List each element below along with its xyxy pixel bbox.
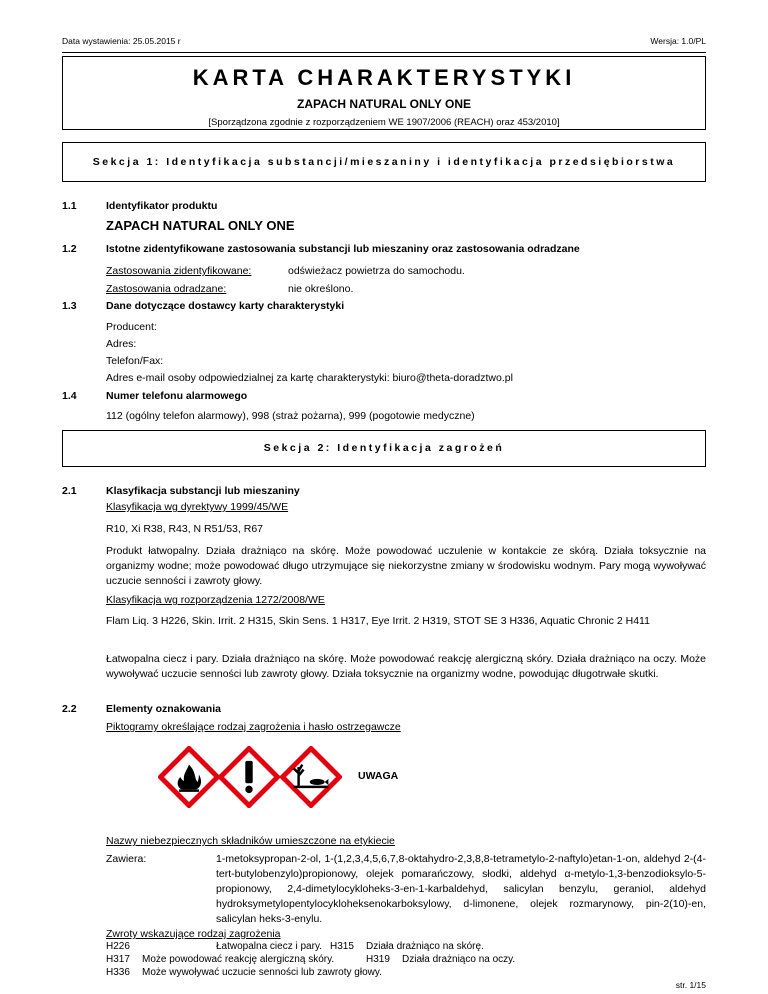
identified-uses-value: odświeżacz powietrza do samochodu. <box>288 265 465 277</box>
emergency-numbers: 112 (ogólny telefon alarmowy), 998 (straż pożarna), 999 (pogotowie medyczne) <box>106 410 475 422</box>
regulation-classification-label: Klasyfikacja wg rozporządzenia 1272/2008/WE <box>106 594 325 606</box>
page-number: str. 1/15 <box>675 980 706 990</box>
advised-uses-value: nie określono. <box>288 283 354 295</box>
section-1-1-product: ZAPACH NATURAL ONLY ONE <box>106 218 295 233</box>
hazard-text: Może powodować reakcję alergiczną skóry. <box>142 954 335 965</box>
header-divider <box>62 52 706 53</box>
email-line: Adres e-mail osoby odpowiedzialnej za kartę charakterystyki: biuro@theta-doradztwo.pl <box>106 372 513 384</box>
title-box <box>62 56 706 130</box>
address-label: Adres: <box>106 338 137 350</box>
hazard-text: Łatwopalna ciecz i pary. <box>216 941 322 952</box>
advised-uses-label: Zastosowania odradzane: <box>106 283 227 295</box>
phone-label: Telefon/Fax: <box>106 355 164 367</box>
hazard-code: H336 <box>106 967 130 978</box>
flame-pictogram-icon <box>158 746 220 808</box>
section-1-4-title: Numer telefonu alarmowego <box>106 390 248 402</box>
section-1-3-number: 1.3 <box>62 300 77 312</box>
product-name: ZAPACH NATURAL ONLY ONE <box>296 97 471 111</box>
exclamation-pictogram-icon <box>218 746 280 808</box>
hazard-statements-label: Zwroty wskazujące rodzaj zagrożenia <box>106 928 281 940</box>
producer-label: Producent: <box>106 321 157 333</box>
regulation-note: [Sporządzona zgodnie z rozporządzeniem WE 1907/2006 (REACH) oraz 453/2010] <box>208 117 560 128</box>
section-2-1-number: 2.1 <box>62 485 77 497</box>
regulation-text: Łatwopalna ciecz i pary. Działa drażniąco na skórę. Może powodować reakcję alergiczną skóry. Działa drażniąco na oczy. Może wywoływać uczucie senności lub zawroty głowy. Działa toksycznie na organizmy wodne, powodując długotrwałe skutki. <box>106 653 706 680</box>
section-2-2-number: 2.2 <box>62 703 77 715</box>
components-label: Nazwy niebezpiecznych składników umieszczone na etykiecie <box>106 835 395 847</box>
directive-text: Produkt łatwopalny. Działa drażniąco na skórę. Może powodować uczulenie w kontakcie ze skórą. Działa toksycznie na organizmy wodne; może powodować długo utrzymujące się niekorzystne zmiany w środowisku wodnym. Pary mogą wywoływać uczucie senności i zawroty głowy. <box>106 545 706 587</box>
document-title: KARTA CHARAKTERYSTYKI <box>192 65 576 90</box>
section-2-2-title: Elementy oznakowania <box>106 703 221 715</box>
hazard-code: H315 <box>330 941 354 952</box>
regulation-codes: Flam Liq. 3 H226, Skin. Irrit. 2 H315, Skin Sens. 1 H317, Eye Irrit. 2 H319, STOT SE 3 H336, Aquatic Chronic 2 H411 <box>106 615 650 627</box>
section-2-heading: Sekcja 2: Identyfikacja zagrożeń <box>62 430 706 467</box>
section-1-heading: Sekcja 1: Identyfikacja substancji/mieszaniny i identyfikacja przedsiębiorstwa <box>62 142 706 182</box>
identified-uses-label: Zastosowania zidentyfikowane: <box>106 265 252 277</box>
section-2-1-title: Klasyfikacja substancji lub mieszaniny <box>106 485 300 497</box>
directive-codes: R10, Xi R38, R43, N R51/53, R67 <box>106 523 263 535</box>
hazard-code: H226 <box>106 941 130 952</box>
section-1-3-title: Dane dotyczące dostawcy karty charakterystyki <box>106 300 345 312</box>
hazard-code: H317 <box>106 954 130 965</box>
environment-pictogram-icon <box>280 746 342 808</box>
pictograms-label: Piktogramy określające rodzaj zagrożenia i hasło ostrzegawcze <box>106 721 401 733</box>
section-1-4-number: 1.4 <box>62 390 77 402</box>
hazard-text: Działa drażniąco na oczy. <box>402 954 516 965</box>
section-1-2-number: 1.2 <box>62 243 77 255</box>
directive-classification-label: Klasyfikacja wg dyrektywy 1999/45/WE <box>106 501 289 513</box>
issue-date: Data wystawienia: 25.05.2015 r <box>62 36 181 46</box>
contains-text: 1-metoksypropan-2-ol, 1-(1,2,3,4,5,6,7,8-oktahydro-2,3,8,8-tetrametylo-2-naftylo)etan-1-on, aldehyd 2-(4-tert-butylobenzylo)propionowy, olejek pomarańczowy, słodki, aldehyd α-metylo-1,3-benzodioksylo-5-propionowy, 2,4-dimetylocykloheks-3-en-1-karbaldehyd, salicylan benzylu, geraniol, aldehyd hydroksymetylopentylocykloheksenokarboksylowy, d-limonene, olejek rozmarynowy, pin-2(10)-en, salicylan heks-3-enylu. <box>216 853 706 925</box>
version: Wersja: 1.0/PL <box>650 36 706 46</box>
signal-word: UWAGA <box>358 770 399 782</box>
hazard-text: Działa drażniąco na skórę. <box>366 941 484 952</box>
hazard-code: H319 <box>366 954 390 965</box>
contains-label: Zawiera: <box>106 853 147 865</box>
section-1-1-title: Identyfikator produktu <box>106 200 218 212</box>
section-1-1-number: 1.1 <box>62 200 77 212</box>
section-1-2-title: Istotne zidentyfikowane zastosowania substancji lub mieszaniny oraz zastosowania odradzane <box>106 243 580 255</box>
hazard-text: Może wywoływać uczucie senności lub zawroty głowy. <box>142 967 382 978</box>
